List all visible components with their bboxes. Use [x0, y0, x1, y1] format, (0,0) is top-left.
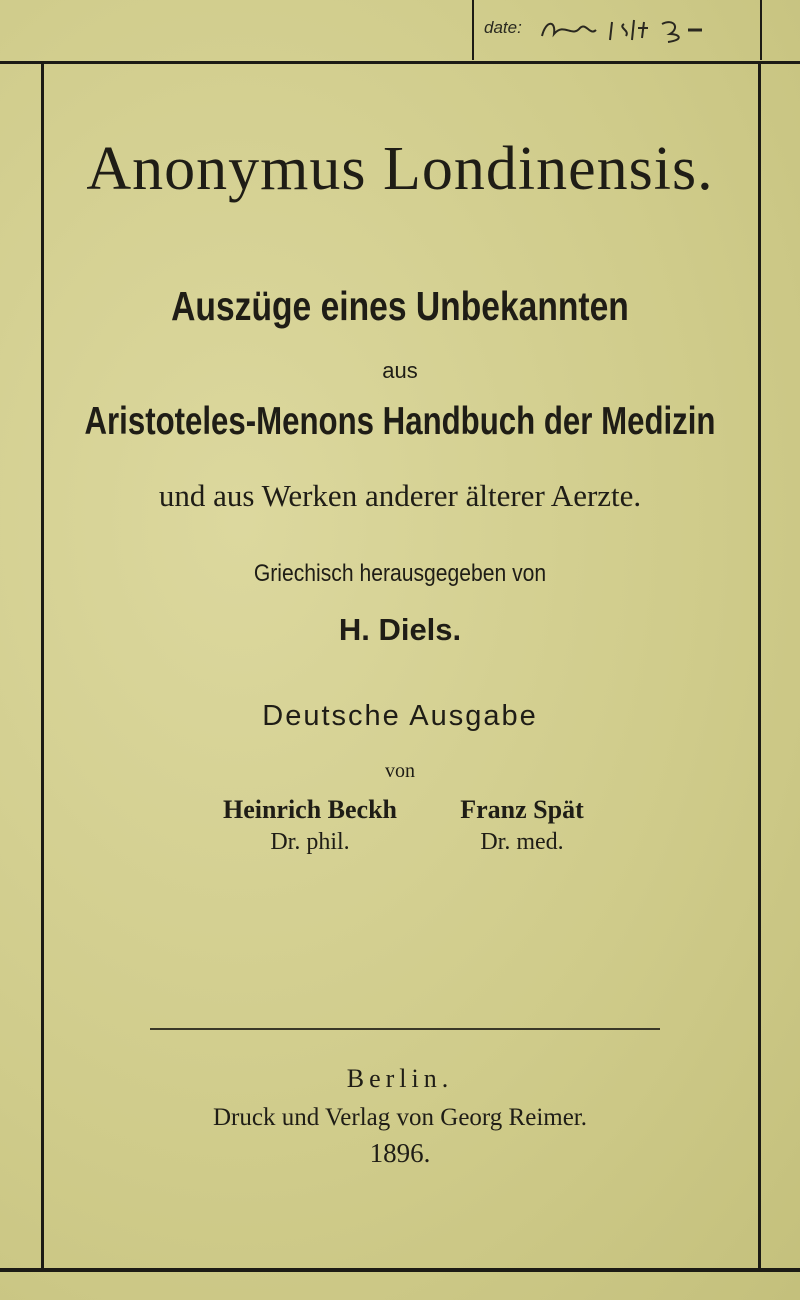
- divider-rule: [150, 1028, 660, 1030]
- publisher: Druck und Verlag von Georg Reimer.: [213, 1104, 587, 1131]
- other-sources: und aus Werken anderer älterer Aerzte.: [158, 478, 642, 513]
- bottom-rule: [0, 1268, 800, 1272]
- from-word: aus: [382, 358, 418, 383]
- book-title: Anonymus Londinensis.: [86, 135, 714, 203]
- edited-by: Griechisch herausgegeben von: [253, 560, 547, 587]
- translator: [412, 795, 632, 856]
- source-work: Aristoteles-Menons Handbuch der Medizin: [84, 400, 716, 443]
- publication-year: 1896.: [369, 1138, 431, 1168]
- translator-name: Heinrich Beckh: [222, 795, 398, 824]
- date-stamp: [472, 0, 762, 60]
- book-subtitle: Auszüge eines Unbekannten: [171, 283, 629, 329]
- editor-name: H. Diels.: [338, 612, 462, 647]
- edition-label: Deutsche Ausgabe: [262, 700, 538, 732]
- publication-city: Berlin.: [346, 1064, 454, 1093]
- translator-name: Franz Spät: [460, 795, 584, 824]
- translator-degree: Dr. phil.: [270, 829, 350, 855]
- handwritten-date-signature: [534, 14, 704, 44]
- by-word: von: [385, 760, 415, 782]
- translator: [200, 795, 420, 856]
- date-label: date:: [484, 18, 522, 37]
- translator-degree: Dr. med.: [480, 829, 564, 855]
